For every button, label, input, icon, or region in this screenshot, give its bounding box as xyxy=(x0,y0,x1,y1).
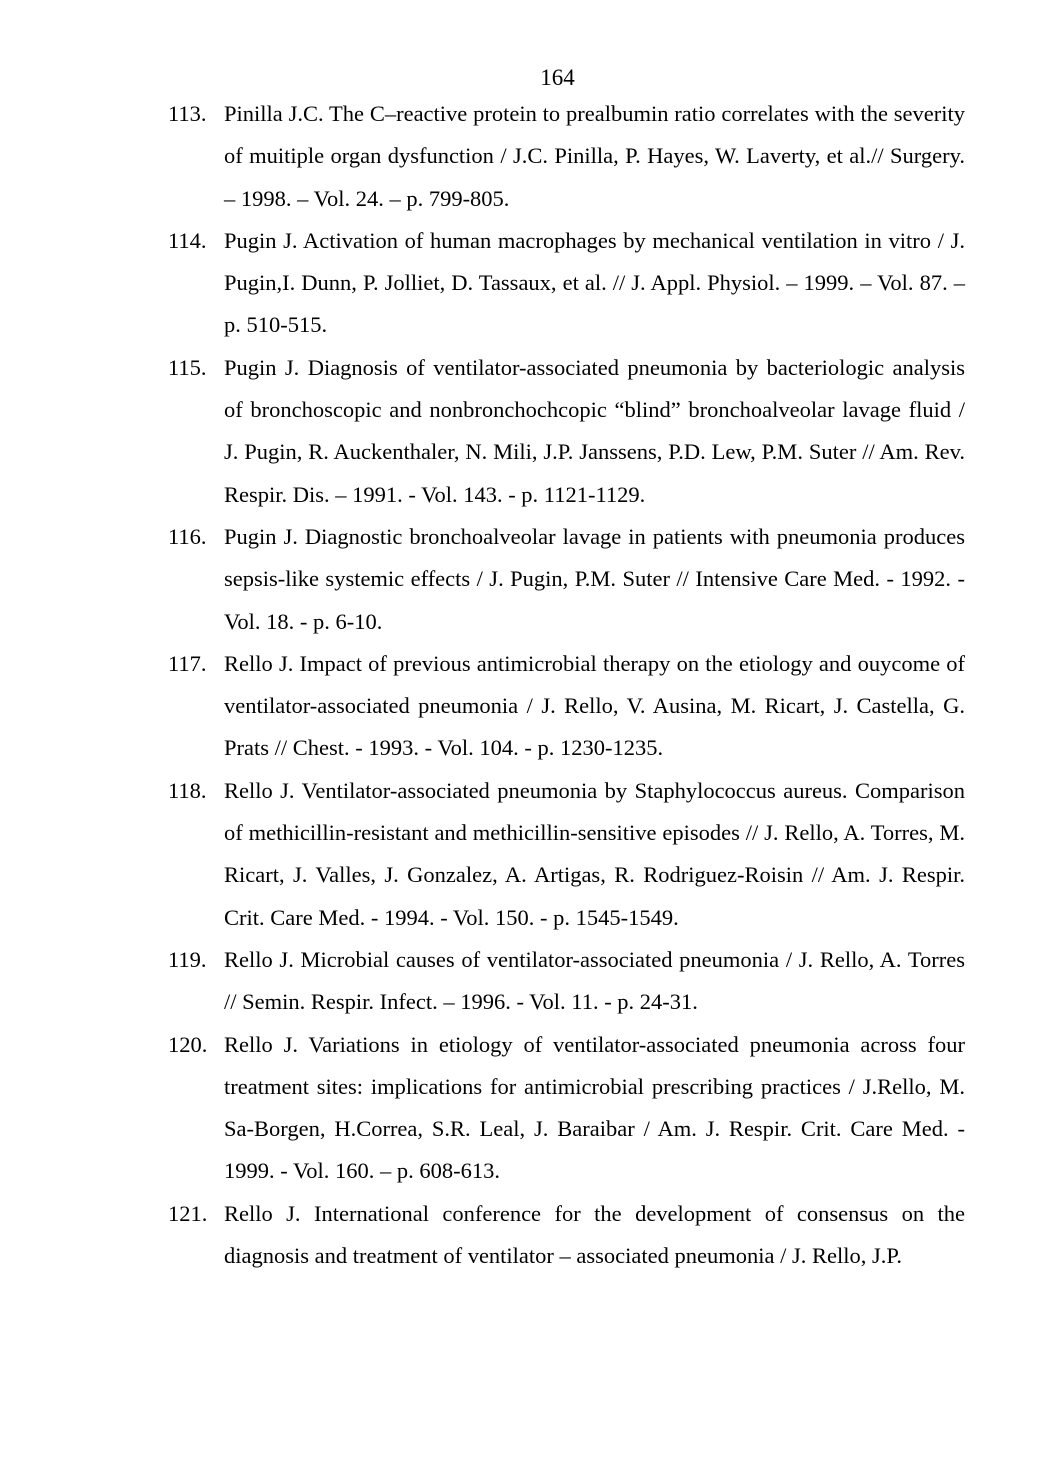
reference-text: Rello J. Ventilator-associated pneumonia by Staphylococcus aureus. Comparison of methicillin-resistant and methicillin-sensitive episodes // J. Rello, A. Torres, M. Ricart, J. Valles, J. Gonzalez, A. Artigas, R. Rodriguez-Roisin // Am. J. Respir. Crit. Care Med. - 1994. - Vol. 150. - p. 1545-1549. xyxy=(224,777,965,930)
reference-number: 113. xyxy=(168,101,207,126)
reference-item xyxy=(168,1193,965,1278)
reference-item xyxy=(168,770,965,939)
reference-number: 120. xyxy=(168,1031,208,1057)
reference-number: 115. xyxy=(168,354,207,380)
reference-list xyxy=(168,93,965,1277)
reference-number: 114. xyxy=(168,227,207,253)
reference-text: Pugin J. Diagnostic bronchoalveolar lavage in patients with pneumonia produces sepsis-like systemic effects / J. Pugin, P.M. Suter // Intensive Care Med. - 1992. - Vol. 18. - p. 6-10. xyxy=(224,523,965,634)
reference-number: 121. xyxy=(168,1200,208,1226)
reference-item xyxy=(168,516,965,643)
reference-text: Rello J. Impact of previous antimicrobial therapy on the etiology and ouycome of ventilator-associated pneumonia / J. Rello, V. Ausina, M. Ricart, J. Castella, G. Prats // Chest. - 1993. - Vol. 104. - p. 1230-1235. xyxy=(224,650,965,761)
reference-text: Pugin J. Activation of human macrophages by mechanical ventilation in vitro / J. Pugin,I. Dunn, P. Jolliet, D. Tassaux, et al. // J. Appl. Physiol. – 1999. – Vol. 87. – p. 510-515. xyxy=(224,227,965,338)
reference-item xyxy=(168,643,965,770)
page-number: 164 xyxy=(540,65,575,90)
reference-number: 119. xyxy=(168,946,207,972)
reference-text: Rello J. Variations in etiology of ventilator-associated pneumonia across four treatment sites: implications for antimicrobial prescribing practices / J.Rello, M. Sa-Borgen, H.Correa, S.R. Leal, J. Baraibar / Am. J. Respir. Crit. Care Med. - 1999. - Vol. 160. – p. 608-613. xyxy=(224,1031,965,1184)
reference-item xyxy=(168,347,965,516)
reference-item xyxy=(168,1024,965,1193)
reference-item xyxy=(168,939,965,1024)
reference-text: Rello J. Microbial causes of ventilator-associated pneumonia / J. Rello, A. Torres // Semin. Respir. Infect. – 1996. - Vol. 11. - p. 24-31. xyxy=(224,946,965,1015)
reference-number: 118. xyxy=(168,777,207,803)
reference-text: Rello J. International conference for the development of consensus on the diagnosis and treatment of ventilator – associated pneumonia / J. Rello, J.P. xyxy=(224,1200,965,1269)
reference-text: Pugin J. Diagnosis of ventilator-associated pneumonia by bacteriologic analysis of bronchoscopic and nonbronchochcopic “blind” bronchoalveolar lavage fluid / J. Pugin, R. Auckenthaler, N. Mili, J.P. Janssens, P.D. Lew, P.M. Suter // Am. Rev. Respir. Dis. – 1991. - Vol. 143. - p. 1121-1129. xyxy=(224,354,965,507)
reference-item xyxy=(168,220,965,347)
reference-text: Pinilla J.C. The C–reactive protein to prealbumin ratio correlates with the severity of muitiple organ dysfunction / J.C. Pinilla, P. Hayes, W. Laverty, et al.// Surgery. – 1998. – Vol. 24. – p. 799-805. xyxy=(224,101,965,211)
reference-number: 117. xyxy=(168,650,207,676)
reference-number: 116. xyxy=(168,523,207,549)
reference-item xyxy=(168,93,965,220)
